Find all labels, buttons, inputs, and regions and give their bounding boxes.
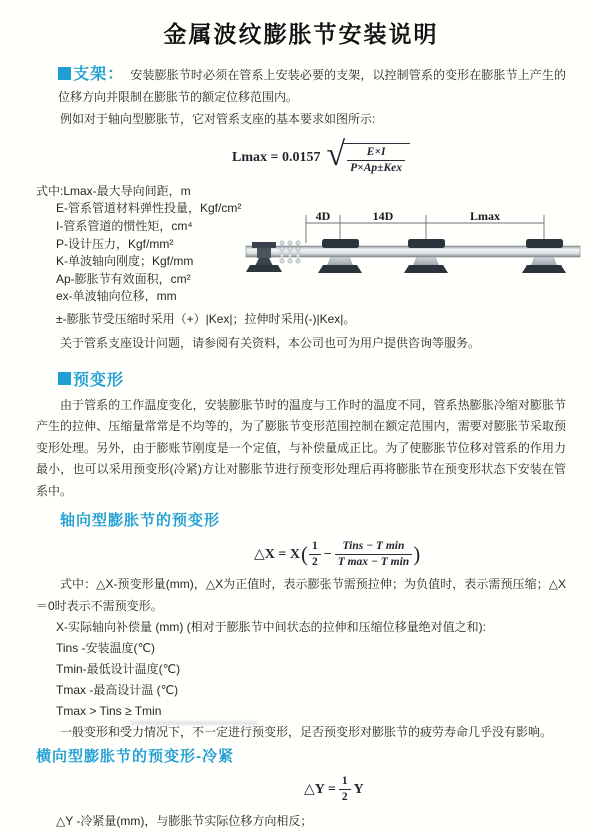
support-section-paragraph bbox=[58, 64, 566, 108]
lateral-formula-denominator: 2 bbox=[341, 791, 348, 804]
dim-label-14d: 14D bbox=[372, 208, 394, 223]
lmax-formula-numerator: E×I bbox=[347, 145, 405, 161]
axial-formula-lhs: △X = X bbox=[254, 547, 300, 563]
variables-and-diagram bbox=[36, 183, 566, 307]
variable-line: K-单波轴向刚度；Kgf/mm bbox=[56, 254, 194, 269]
page-title: 金属波纹膨胀节安装说明 bbox=[163, 21, 439, 47]
variable-line: ex-单波轴向位移，mm bbox=[56, 289, 177, 304]
variable-line: X-实际轴向补偿量 (mm) (相对于膨胀节中间状态的拉伸和压缩位移量绝对值之和): bbox=[56, 620, 486, 635]
section-marker-icon bbox=[58, 372, 71, 385]
lateral-subheading: 横向型膨胀节的预变形-冷紧 bbox=[36, 748, 234, 766]
lmax-formula-lead: Lmax = 0.0157 bbox=[232, 149, 321, 165]
axial-formula-denominator: T max − T min bbox=[337, 556, 410, 569]
variable-line: Tmax > Tins ≥ Tmin bbox=[56, 704, 162, 719]
preform-section-heading: 预变形 bbox=[73, 371, 125, 389]
half-denominator: 2 bbox=[311, 556, 318, 569]
axial-explain-paragraph: 式中：△X-预变形量(mm)，△X为正值时，表示膨张节需预拉伸；为负值时，表示需预压缩；△X＝0时表示不需预变形。 bbox=[36, 577, 566, 613]
lateral-formula-numerator: 1 bbox=[339, 774, 351, 790]
pipe-support-diagram bbox=[244, 209, 598, 279]
clipped-text-line bbox=[130, 721, 258, 725]
support-closing-note: 关于管系支座设计问题，请参阅有关资料，本公司也可为用户提供咨询等服务。 bbox=[60, 335, 481, 350]
lateral-formula bbox=[304, 774, 566, 805]
preform-paragraph: 由于管系的工作温度变化，安装膨胀节时的温度与工作时的温度不同，管系热膨胀冷缩对膨胀节产生的拉伸、压缩量常常是不均等的，为了膨胀节变形范围控制在额定范围内，需要对膨胀节采取预变形处理。另外，由于膨账节刚度是一个定值，与补偿量成正比。为了使膨胀节位移对管系的作用力最小，也可以采用预变形(冷紧)方让对膨胀节进行预变形处理后再将膨胀节在预变形状态下安装在管系中。 bbox=[36, 397, 566, 498]
variable-line: Tmin-最低设计温度(℃) bbox=[56, 662, 181, 677]
lateral-note: △Y -冷紧量(mm)，与膨胀节实际位移方向相反； bbox=[56, 814, 313, 829]
variable-line: P-设计压力，Kgf/mm² bbox=[56, 236, 174, 251]
open-paren: ( bbox=[300, 542, 308, 567]
preform-section-heading-row bbox=[58, 367, 566, 390]
support-intro-text: 安装膨胀节时必须在管系上安装必要的支架，以控制管系的变形在膨胀节上产生的位移方向并限制在膨胀节的额定位移范围内。 bbox=[58, 68, 566, 104]
dim-label-4d: 4D bbox=[315, 208, 331, 223]
dimension-lines bbox=[306, 215, 544, 243]
close-paren: ) bbox=[413, 542, 421, 567]
variable-line: E-管系管道材料弹性投量，Kgf/cm² bbox=[56, 201, 242, 216]
variable-line: Tmax -最高设计温 (℃) bbox=[56, 683, 179, 698]
variable-line: 式中:Lmax-最大导向间距，m bbox=[36, 183, 191, 198]
axial-subheading: 轴向型膨胀节的预变形 bbox=[60, 512, 221, 530]
axial-formula bbox=[254, 539, 566, 570]
lateral-formula-rhs: Y bbox=[353, 781, 364, 797]
lmax-formula-denominator: P×Ap±Kex bbox=[350, 161, 402, 174]
axial-note: 一般变形和受力情况下，不一定进行预变形，足否预变形对膨胀节的疲劳寿命几乎没有影响。 bbox=[60, 725, 553, 740]
support-section-heading: 支架： bbox=[73, 66, 125, 83]
variable-line: I-管系管道的惯性矩，cm⁴ bbox=[56, 219, 193, 234]
section-marker-icon bbox=[58, 67, 71, 80]
radical-expression bbox=[326, 136, 410, 176]
axial-formula-numerator: Tins − T min bbox=[335, 539, 413, 555]
lateral-formula-lhs: △Y = bbox=[304, 782, 336, 798]
dim-label-lmax: Lmax bbox=[470, 208, 500, 223]
axial-variable-list bbox=[36, 617, 566, 722]
sign-convention-note: ±-膨胀节受压缩时采用（+）|Kex|；拉伸时采用(-)|Kex|。 bbox=[56, 311, 356, 326]
minus-sign: − bbox=[323, 546, 332, 562]
support-example-line: 例如对于轴向型膨胀节，它对管系支座的基本要求如图所示: bbox=[60, 112, 376, 126]
radical-sign-icon: √ bbox=[326, 136, 346, 173]
half-numerator: 1 bbox=[309, 539, 321, 555]
variable-line: Ap-膨胀节有效面积，cm² bbox=[56, 271, 191, 286]
variable-line: Tins -安装温度(℃) bbox=[56, 641, 156, 656]
lmax-formula bbox=[232, 136, 566, 176]
